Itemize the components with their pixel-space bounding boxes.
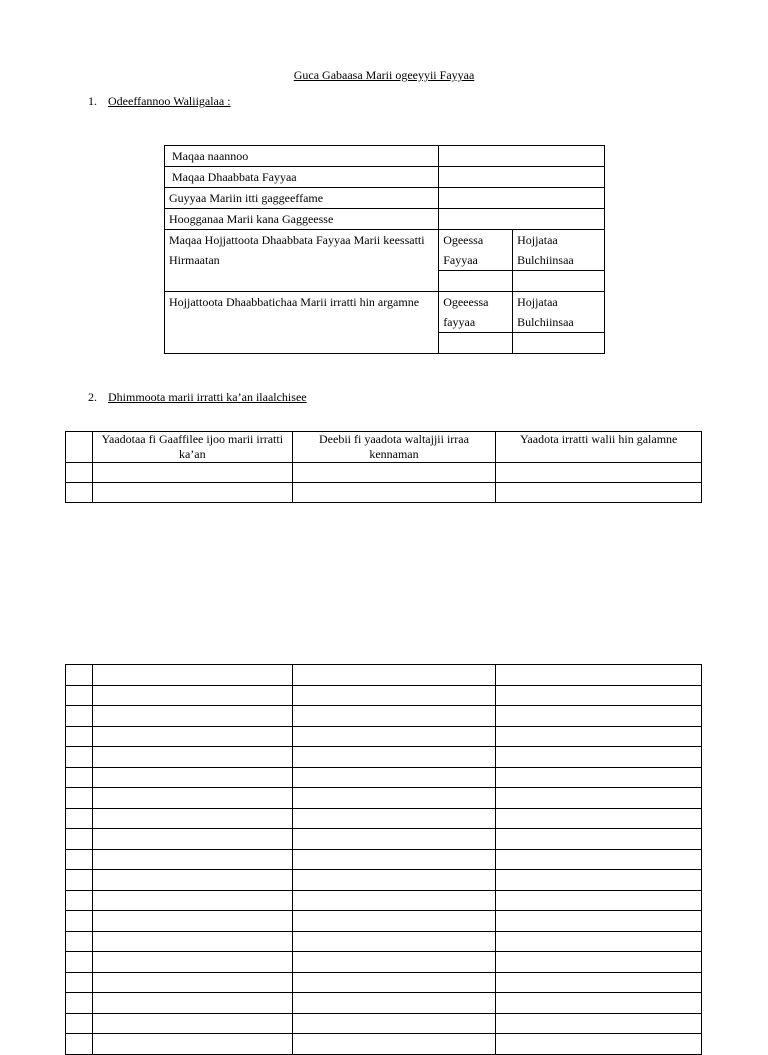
table-cell[interactable] bbox=[496, 726, 702, 747]
table-row bbox=[66, 767, 702, 788]
row-label-participants: Maqaa Hojjattoota Dhaabbata Fayyaa Marii keessatti Hirmaatan bbox=[165, 230, 439, 292]
table-cell[interactable] bbox=[496, 463, 702, 483]
table-row bbox=[66, 463, 702, 483]
table-cell[interactable] bbox=[292, 890, 496, 911]
general-info-table bbox=[164, 145, 605, 354]
table-cell[interactable] bbox=[292, 829, 496, 850]
table-cell[interactable] bbox=[92, 890, 292, 911]
table-cell[interactable] bbox=[496, 1013, 702, 1034]
table-cell[interactable] bbox=[66, 665, 93, 686]
row-label-date: Guyyaa Mariin itti gaggeeffame bbox=[165, 188, 439, 209]
table-cell[interactable] bbox=[66, 1034, 93, 1055]
table-row bbox=[66, 931, 702, 952]
table-cell[interactable] bbox=[66, 890, 93, 911]
section-1-heading bbox=[88, 94, 231, 109]
table-cell[interactable] bbox=[92, 1034, 292, 1055]
section-2-heading bbox=[88, 390, 307, 405]
table-row bbox=[66, 706, 702, 727]
table-cell[interactable] bbox=[66, 726, 93, 747]
table-cell[interactable] bbox=[92, 463, 292, 483]
table-cell[interactable] bbox=[292, 1013, 496, 1034]
col-health-professional: Ogeessa Fayyaa bbox=[439, 230, 513, 271]
table-cell[interactable] bbox=[292, 767, 496, 788]
table-cell[interactable] bbox=[292, 911, 496, 932]
table-cell[interactable] bbox=[66, 829, 93, 850]
discussion-table-continued bbox=[65, 664, 702, 1055]
table-row bbox=[66, 747, 702, 768]
leader-value-cell[interactable] bbox=[439, 209, 605, 230]
table-row bbox=[165, 292, 605, 333]
table-cell[interactable] bbox=[292, 463, 496, 483]
table-cell[interactable] bbox=[92, 931, 292, 952]
table-cell[interactable] bbox=[292, 952, 496, 973]
row-label-leader: Hoogganaa Marii kana Gaggeesse bbox=[165, 209, 439, 230]
table-cell[interactable] bbox=[66, 747, 93, 768]
section-1-label: Odeeffannoo Waliigalaa : bbox=[108, 94, 231, 108]
document-title: Guca Gabaasa Marii ogeeyyii Fayyaa bbox=[293, 68, 475, 82]
col-administrative-staff-2: Hojjataa Bulchiinsaa bbox=[513, 292, 605, 333]
table-cell[interactable] bbox=[292, 972, 496, 993]
table-cell[interactable] bbox=[292, 849, 496, 870]
table-row bbox=[66, 483, 702, 503]
section-2-number: 2. bbox=[88, 390, 97, 404]
header-index-cell bbox=[66, 432, 93, 463]
table-cell[interactable] bbox=[66, 483, 93, 503]
region-value-cell[interactable] bbox=[439, 146, 605, 167]
table-row bbox=[66, 726, 702, 747]
table-cell[interactable] bbox=[66, 706, 93, 727]
participants-health-cell[interactable] bbox=[439, 271, 513, 292]
table-row bbox=[165, 167, 605, 188]
table-cell[interactable] bbox=[92, 952, 292, 973]
table-cell[interactable] bbox=[92, 767, 292, 788]
table-cell[interactable] bbox=[92, 993, 292, 1014]
table-cell[interactable] bbox=[496, 952, 702, 973]
table-cell[interactable] bbox=[496, 747, 702, 768]
table-cell[interactable] bbox=[496, 993, 702, 1014]
table-cell[interactable] bbox=[496, 788, 702, 809]
table-cell[interactable] bbox=[292, 665, 496, 686]
col-health-professional-2: Ogeeessa fayyaa bbox=[439, 292, 513, 333]
row-label-facility: Maqaa Dhaabbata Fayyaa bbox=[165, 167, 439, 188]
table-cell[interactable] bbox=[496, 483, 702, 503]
table-cell[interactable] bbox=[292, 788, 496, 809]
table-cell[interactable] bbox=[92, 483, 292, 503]
table-cell[interactable] bbox=[292, 685, 496, 706]
table-cell[interactable] bbox=[66, 993, 93, 1014]
table-cell[interactable] bbox=[66, 972, 93, 993]
table-row bbox=[66, 849, 702, 870]
table-cell[interactable] bbox=[496, 870, 702, 891]
table-cell[interactable] bbox=[496, 931, 702, 952]
table-cell[interactable] bbox=[92, 706, 292, 727]
table-cell[interactable] bbox=[496, 890, 702, 911]
table-cell[interactable] bbox=[496, 849, 702, 870]
table-cell[interactable] bbox=[92, 1013, 292, 1034]
table-row bbox=[165, 209, 605, 230]
absent-admin-cell[interactable] bbox=[513, 333, 605, 354]
table-row bbox=[66, 972, 702, 993]
col-administrative-staff: Hojjataa Bulchiinsaa bbox=[513, 230, 605, 271]
continued-table-body bbox=[66, 665, 702, 1055]
table-cell[interactable] bbox=[496, 1034, 702, 1055]
table-row bbox=[66, 911, 702, 932]
table-row bbox=[165, 146, 605, 167]
table-cell[interactable] bbox=[292, 706, 496, 727]
table-row bbox=[66, 685, 702, 706]
row-label-absent: Hojjattoota Dhaabbatichaa Marii irratti hin argamne bbox=[165, 292, 439, 354]
table-row bbox=[66, 808, 702, 829]
table-cell[interactable] bbox=[92, 788, 292, 809]
header-key-questions: Yaadotaa fi Gaaffilee ijoo marii irratti ka’an bbox=[92, 432, 292, 463]
table-cell[interactable] bbox=[66, 788, 93, 809]
table-row bbox=[165, 188, 605, 209]
table-cell[interactable] bbox=[292, 931, 496, 952]
table-cell[interactable] bbox=[66, 808, 93, 829]
table-cell[interactable] bbox=[92, 685, 292, 706]
table-cell[interactable] bbox=[496, 972, 702, 993]
table-cell[interactable] bbox=[66, 911, 93, 932]
table-cell[interactable] bbox=[92, 808, 292, 829]
section-1-number: 1. bbox=[88, 94, 97, 108]
table-cell[interactable] bbox=[496, 665, 702, 686]
header-responses: Deebii fi yaadota waltajjii irraa kennaman bbox=[292, 432, 496, 463]
table-cell[interactable] bbox=[496, 808, 702, 829]
table-cell[interactable] bbox=[66, 767, 93, 788]
table-row bbox=[165, 230, 605, 271]
table-cell[interactable] bbox=[92, 972, 292, 993]
table-row bbox=[66, 890, 702, 911]
table-cell[interactable] bbox=[496, 767, 702, 788]
table-cell[interactable] bbox=[292, 726, 496, 747]
discussion-table bbox=[65, 431, 702, 503]
table-cell[interactable] bbox=[496, 911, 702, 932]
table-cell[interactable] bbox=[92, 870, 292, 891]
table-row bbox=[66, 1034, 702, 1055]
table-cell[interactable] bbox=[292, 993, 496, 1014]
table-row bbox=[66, 829, 702, 850]
table-cell[interactable] bbox=[66, 870, 93, 891]
table-cell[interactable] bbox=[92, 829, 292, 850]
table-cell[interactable] bbox=[66, 463, 93, 483]
table-cell[interactable] bbox=[496, 706, 702, 727]
table-cell[interactable] bbox=[92, 849, 292, 870]
section-2-label: Dhimmoota marii irratti ka’an ilaalchisee bbox=[108, 390, 307, 404]
table-cell[interactable] bbox=[292, 808, 496, 829]
table-cell[interactable] bbox=[66, 685, 93, 706]
table-cell[interactable] bbox=[496, 829, 702, 850]
table-row bbox=[66, 870, 702, 891]
table-cell[interactable] bbox=[66, 952, 93, 973]
table-cell[interactable] bbox=[292, 747, 496, 768]
table-cell[interactable] bbox=[92, 911, 292, 932]
date-value-cell[interactable] bbox=[439, 188, 605, 209]
absent-health-cell[interactable] bbox=[439, 333, 513, 354]
table-cell[interactable] bbox=[92, 747, 292, 768]
table-cell[interactable] bbox=[292, 870, 496, 891]
table-cell[interactable] bbox=[92, 726, 292, 747]
header-disagreements: Yaadota irratti walii hin galamne bbox=[496, 432, 702, 463]
table-row bbox=[66, 788, 702, 809]
table-cell[interactable] bbox=[66, 931, 93, 952]
table-cell[interactable] bbox=[496, 685, 702, 706]
table-cell[interactable] bbox=[66, 849, 93, 870]
facility-value-cell[interactable] bbox=[439, 167, 605, 188]
table-row bbox=[66, 952, 702, 973]
table-row bbox=[66, 993, 702, 1014]
table-cell[interactable] bbox=[92, 665, 292, 686]
table-cell[interactable] bbox=[292, 1034, 496, 1055]
table-cell[interactable] bbox=[292, 483, 496, 503]
participants-admin-cell[interactable] bbox=[513, 271, 605, 292]
table-row bbox=[66, 1013, 702, 1034]
table-cell[interactable] bbox=[66, 1013, 93, 1034]
table-header-row bbox=[66, 432, 702, 463]
table-row bbox=[66, 665, 702, 686]
row-label-region: Maqaa naannoo bbox=[165, 146, 439, 167]
